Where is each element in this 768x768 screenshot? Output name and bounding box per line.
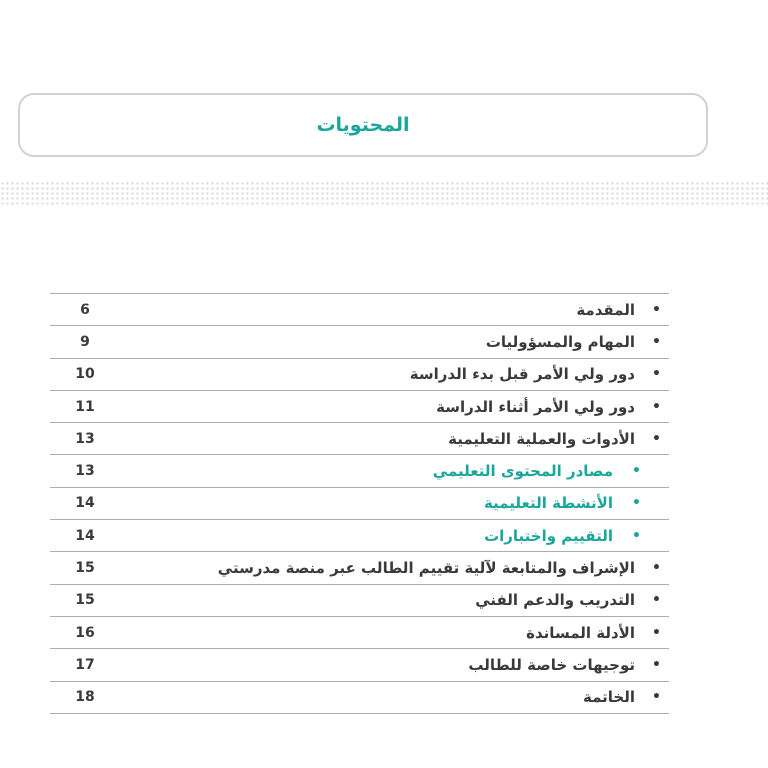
toc-page-number: 11 <box>75 398 95 415</box>
toc-row[interactable] <box>50 488 669 520</box>
toc-row[interactable] <box>50 359 669 391</box>
bullet-icon: • <box>632 463 641 480</box>
page-title: المحتويات <box>316 114 410 136</box>
bullet-icon: • <box>652 560 661 577</box>
toc-page-number: 9 <box>80 333 90 350</box>
toc-page-number: 13 <box>75 430 95 447</box>
dotted-divider <box>0 181 768 205</box>
toc-entry-label: المقدمة <box>576 300 635 319</box>
toc-entry-label: توجيهات خاصة للطالب <box>468 655 635 674</box>
toc-row[interactable] <box>50 585 669 617</box>
bullet-icon: • <box>652 333 661 350</box>
toc-subentry-label: الأنشطة التعليمية <box>483 494 613 513</box>
toc-entry-label: الأدلة المساندة <box>526 623 635 642</box>
title-box <box>18 93 708 157</box>
toc-entry-label: المهام والمسؤوليات <box>485 332 635 351</box>
toc-entry-label: الأدوات والعملية التعليمية <box>448 429 635 448</box>
toc-entry-label: دور ولي الأمر قبل بدء الدراسة <box>409 365 635 384</box>
toc-row[interactable] <box>50 649 669 681</box>
toc-subentry-label: مصادر المحتوى التعليمي <box>432 462 613 481</box>
toc-page-number: 18 <box>75 689 95 706</box>
toc-row[interactable] <box>50 682 669 714</box>
toc-page-number: 16 <box>75 624 95 641</box>
toc-row[interactable] <box>50 455 669 487</box>
bullet-icon: • <box>652 301 661 318</box>
bullet-icon: • <box>632 495 641 512</box>
toc-page-number: 15 <box>75 560 95 577</box>
toc-page-number: 14 <box>75 527 95 544</box>
bullet-icon: • <box>632 527 641 544</box>
toc-row[interactable] <box>50 391 669 423</box>
toc-page-number: 14 <box>75 495 95 512</box>
toc-page-number: 15 <box>75 592 95 609</box>
toc-row[interactable] <box>50 520 669 552</box>
toc-row[interactable] <box>50 423 669 455</box>
bullet-icon: • <box>652 689 661 706</box>
toc-page-number: 6 <box>80 301 90 318</box>
toc-subentry-label: التقييم واختبارات <box>484 526 613 545</box>
toc-entry-label: الخاتمة <box>582 688 635 707</box>
toc-row[interactable] <box>50 294 669 326</box>
table-of-contents <box>50 293 669 714</box>
toc-entry-label: التدريب والدعم الفني <box>475 591 635 610</box>
bullet-icon: • <box>652 592 661 609</box>
bullet-icon: • <box>652 656 661 673</box>
toc-page-number: 10 <box>75 366 95 383</box>
toc-row[interactable] <box>50 326 669 358</box>
toc-page-number: 13 <box>75 463 95 480</box>
bullet-icon: • <box>652 624 661 641</box>
bullet-icon: • <box>652 398 661 415</box>
toc-entry-label: دور ولي الأمر أثناء الدراسة <box>436 397 635 416</box>
bullet-icon: • <box>652 430 661 447</box>
toc-row[interactable] <box>50 617 669 649</box>
bullet-icon: • <box>652 366 661 383</box>
toc-page-number: 17 <box>75 656 95 673</box>
toc-entry-label: الإشراف والمتابعة لآلية تقييم الطالب عبر منصة مدرستي <box>217 559 635 578</box>
toc-row[interactable] <box>50 552 669 584</box>
